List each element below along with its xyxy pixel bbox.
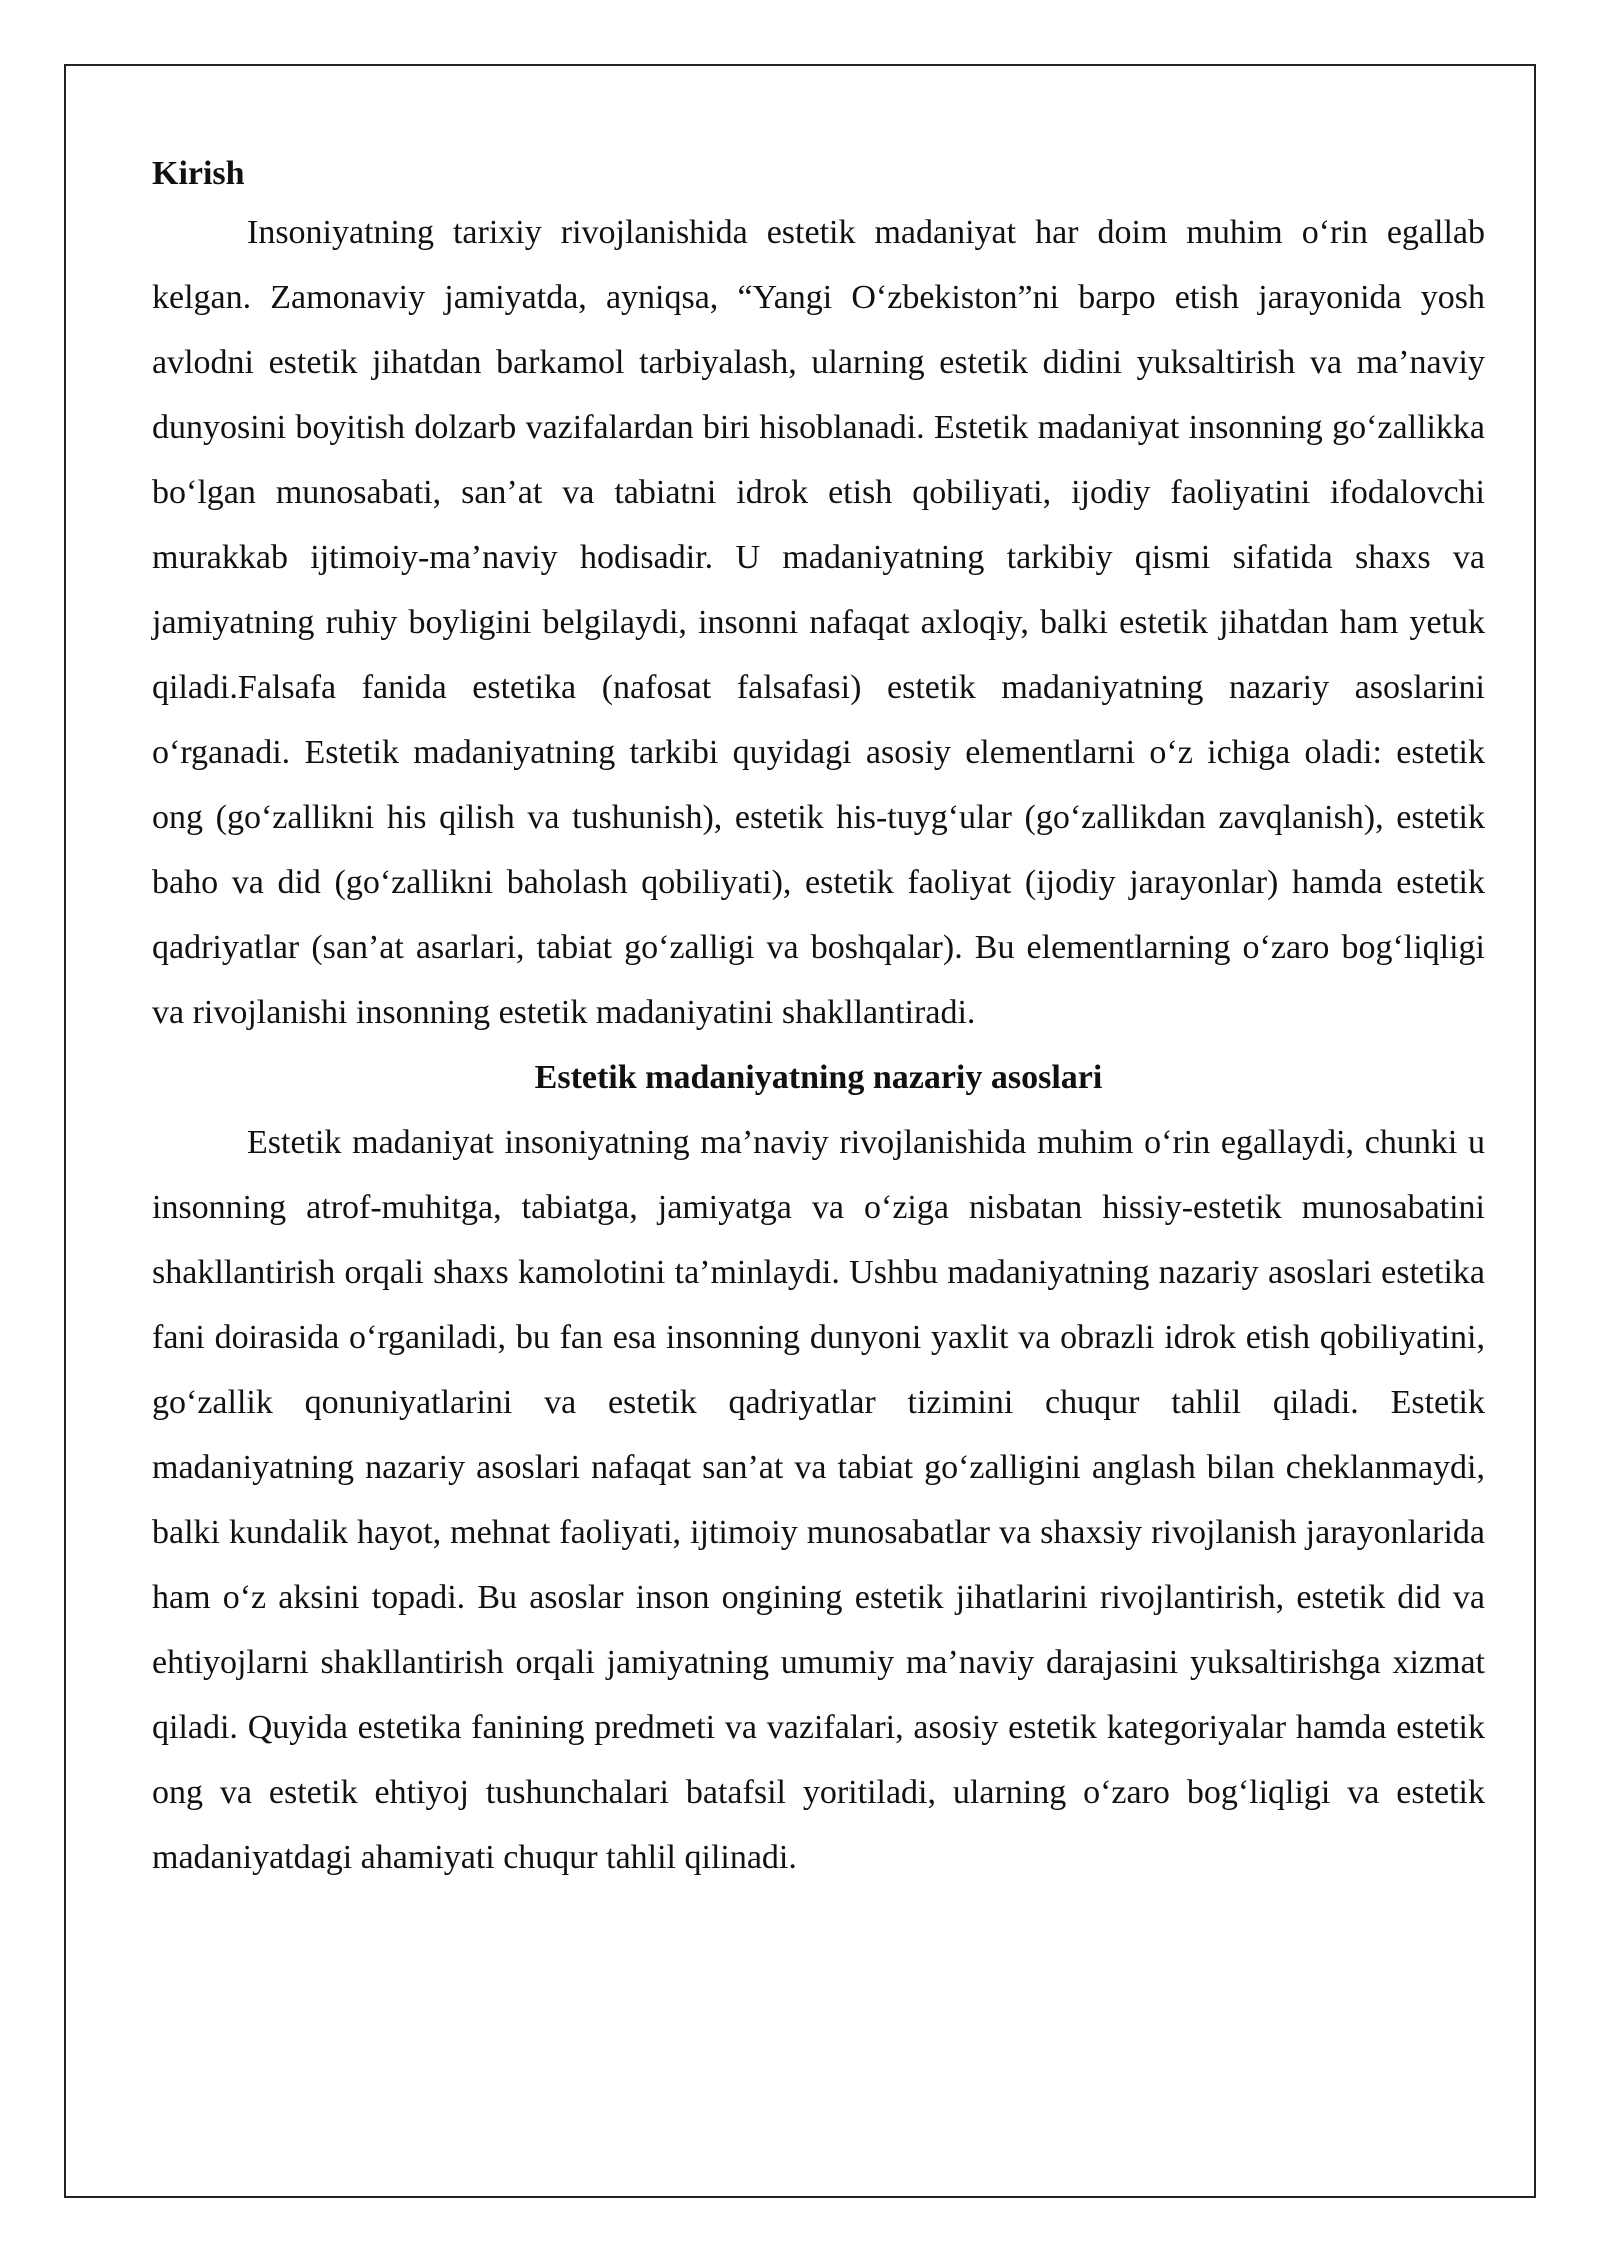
intro-heading: Kirish (152, 155, 245, 192)
section-paragraph: Estetik madaniyat insoniyatning ma’naviy rivojlanishida muhim o‘rin egallaydi, chunki u insonning atrof-muhitga, tabiatga, jamiyatga va o‘ziga nisbatan hissiy-estetik munosabatini shakllantirish orqali shaxs kamolotini ta’minlaydi. Ushbu madaniyatning nazariy asoslari estetika fani doirasida o‘rganiladi, bu fan esa insonning dunyoni yaxlit va obrazli idrok etish qobiliyatini, go‘zallik qonuniyatlarini va estetik qadriyatlar tizimini chuqur tahlil qiladi. Estetik madaniyatning nazariy asoslari nafaqat san’at va tabiat go‘zalligini anglash bilan cheklanmaydi, balki kundalik hayot, mehnat faoliyati, ijtimoiy munosabatlar va shaxsiy rivojlanish jarayonlarida ham o‘z aksini topadi. Bu asoslar inson ongining estetik jihatlarini rivojlantirish, estetik did va ehtiyojlarni shakllantirish orqali jamiyatning umumiy ma’naviy darajasini yuksaltirishga xizmat qiladi. Quyida estetika fanining predmeti va vazifalari, asosiy estetik kategoriyalar hamda estetik ong va estetik ehtiyoj tushunchalari batafsil yoritiladi, ularning o‘zaro bog‘liqligi va estetik madaniyatdagi ahamiyati chuqur tahlil qilinadi. (152, 1124, 1485, 1876)
intro-paragraph: Insoniyatning tarixiy rivojlanishida estetik madaniyat har doim muhim o‘rin egallab kelgan. Zamonaviy jamiyatda, ayniqsa, “Yangi O‘zbekiston”ni barpo etish jarayonida yosh avlodni estetik jihatdan barkamol tarbiyalash, ularning estetik didini yuksaltirish va ma’naviy dunyosini boyitish dolzarb vazifalardan biri hisoblanadi. Estetik madaniyat insonning go‘zallikka bo‘lgan munosabati, san’at va tabiatni idrok etish qobiliyati, ijodiy faoliyatini ifodalovchi murakkab ijtimoiy-ma’naviy hodisadir. U madaniyatning tarkibiy qismi sifatida shaxs va jamiyatning ruhiy boyligini belgilaydi, insonni nafaqat axloqiy, balki estetik jihatdan ham yetuk qiladi.Falsafa fanida estetika (nafosat falsafasi) estetik madaniyatning nazariy asoslarini o‘rganadi. Estetik madaniyatning tarkibi quyidagi asosiy elementlarni o‘z ichiga oladi: estetik ong (go‘zallikni his qilish va tushunish), estetik his-tuyg‘ular (go‘zallikdan zavqlanish), estetik baho va did (go‘zallikni baholash qobiliyati), estetik faoliyat (ijodiy jarayonlar) hamda estetik qadriyatlar (san’at asarlari, tabiat go‘zalligi va boshqalar). Bu elementlarning o‘zaro bog‘liqligi va rivojlanishi insonning estetik madaniyatini shakllantiradi. (152, 214, 1485, 1031)
document-body (152, 148, 1485, 1890)
section-title: Estetik madaniyatning nazariy asoslari (534, 1059, 1103, 1096)
